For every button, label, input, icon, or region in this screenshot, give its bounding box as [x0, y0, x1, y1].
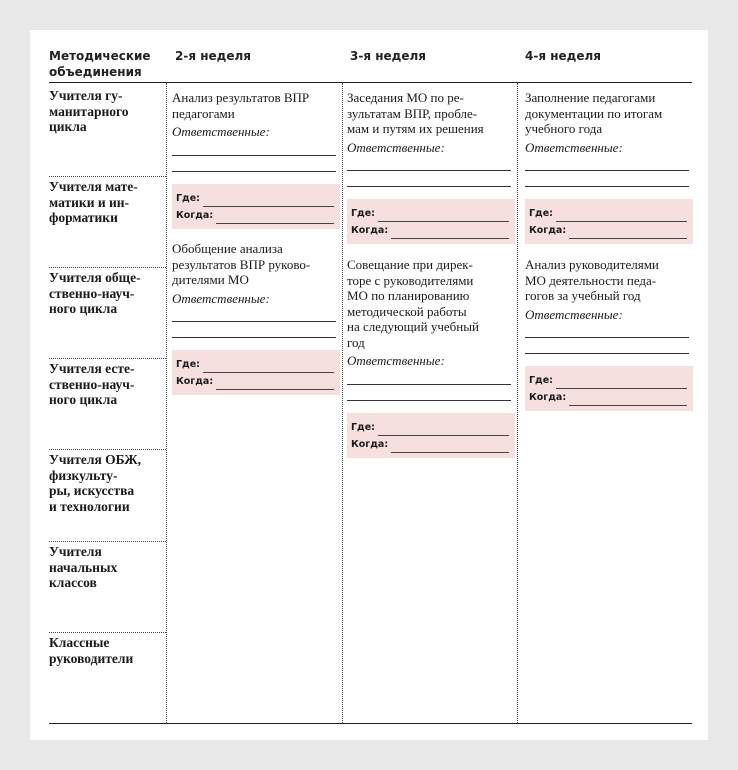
- responsible-line[interactable]: [525, 322, 689, 338]
- responsible-label: Ответственные:: [347, 353, 445, 368]
- task-title: Совещание при дирек- торе с руководителями МО по планированию методической работы на следующий учебный год: [347, 257, 479, 350]
- responsible-line[interactable]: [172, 322, 336, 338]
- when-field[interactable]: [216, 211, 334, 224]
- when-label: Когда:: [529, 225, 567, 236]
- row-divider: [49, 541, 166, 542]
- when-field[interactable]: [569, 393, 687, 406]
- row-divider: [49, 449, 166, 450]
- responsible-line[interactable]: [347, 171, 511, 187]
- header-week-2: 2-я неделя: [175, 49, 251, 63]
- when-field[interactable]: [391, 440, 509, 453]
- row-label-class-teachers: Классные руководители: [49, 635, 134, 666]
- task-title: Заседания МО по ре- зультатам ВПР, пробле- мам и путям их решения: [347, 90, 484, 136]
- where-label: Где:: [176, 359, 200, 370]
- where-when-box: [525, 366, 693, 411]
- task-title: Анализ руководителями МО деятельности педа- гогов за учебный год: [525, 257, 659, 303]
- where-when-box: [172, 350, 340, 395]
- where-field[interactable]: [378, 209, 509, 222]
- responsible-line[interactable]: [172, 140, 336, 156]
- responsible-line[interactable]: [347, 155, 511, 171]
- header-rule: [49, 82, 692, 83]
- row-divider: [49, 358, 166, 359]
- responsible-line[interactable]: [525, 171, 689, 187]
- responsible-line[interactable]: [347, 369, 511, 385]
- task-week2-1: [172, 90, 340, 229]
- responsible-line[interactable]: [172, 306, 336, 322]
- row-label-social-science: Учителя обще- ственно-науч- ного цикла: [49, 270, 141, 316]
- when-label: Когда:: [176, 209, 214, 221]
- where-when-box: [525, 199, 693, 244]
- task-week3-2: [347, 257, 515, 458]
- when-label: Когда:: [351, 225, 389, 236]
- where-label: Где:: [529, 208, 553, 219]
- row-label-primary: Учителя начальных классов: [49, 544, 118, 590]
- task-week4-2: [525, 257, 693, 411]
- planning-sheet: [30, 30, 708, 740]
- when-label: Когда:: [176, 376, 214, 387]
- row-label-natural-science: Учителя есте- ственно-науч- ного цикла: [49, 361, 135, 407]
- responsible-label: Ответственные:: [172, 124, 270, 139]
- responsible-label: Ответственные:: [172, 290, 270, 306]
- where-label: Где:: [351, 421, 375, 433]
- responsible-label: Ответственные:: [347, 139, 445, 155]
- where-field[interactable]: [203, 360, 334, 373]
- responsible-line[interactable]: [172, 156, 336, 172]
- task-week3-1: [347, 90, 515, 244]
- row-label-humanities: Учителя гу- манитарного цикла: [49, 88, 129, 134]
- where-label: Где:: [529, 375, 553, 386]
- row-divider: [49, 176, 166, 177]
- responsible-line[interactable]: [525, 338, 689, 354]
- responsible-label: Ответственные:: [525, 306, 623, 322]
- where-field[interactable]: [203, 194, 334, 207]
- when-field[interactable]: [391, 226, 509, 239]
- task-title: Заполнение педагогами документации по итогам учебного года: [525, 90, 663, 136]
- where-when-box: [172, 184, 340, 229]
- header-week-4: 4-я неделя: [525, 49, 601, 63]
- task-week2-2: [172, 241, 340, 395]
- when-label: Когда:: [351, 438, 389, 450]
- row-divider: [49, 632, 166, 633]
- where-when-box: [347, 199, 515, 244]
- responsible-line[interactable]: [525, 155, 689, 171]
- header-week-3: 3-я неделя: [350, 49, 426, 63]
- footer-rule: [49, 723, 692, 724]
- column-divider: [517, 83, 518, 723]
- responsible-line[interactable]: [347, 385, 511, 401]
- when-label: Когда:: [529, 392, 567, 403]
- where-field[interactable]: [378, 423, 509, 436]
- responsible-label: Ответственные:: [525, 139, 623, 155]
- column-divider: [342, 83, 343, 723]
- row-label-obzh-arts: Учителя ОБЖ, физкульту- ры, искусства и технологии: [49, 452, 141, 514]
- when-field[interactable]: [216, 377, 334, 390]
- task-week4-1: [525, 90, 693, 244]
- where-field[interactable]: [556, 376, 687, 389]
- where-field[interactable]: [556, 209, 687, 222]
- header-mo: Методические объединения: [49, 49, 151, 79]
- column-divider: [166, 83, 167, 723]
- row-label-math: Учителя мате- матики и ин- форматики: [49, 179, 138, 225]
- row-divider: [49, 267, 166, 268]
- task-title: Анализ результатов ВПР педагогами: [172, 90, 310, 121]
- where-label: Где:: [351, 208, 375, 219]
- when-field[interactable]: [569, 226, 687, 239]
- where-label: Где:: [176, 192, 200, 204]
- task-title: Обобщение анализа результатов ВПР руково- дителями МО: [172, 241, 311, 287]
- where-when-box: [347, 413, 515, 458]
